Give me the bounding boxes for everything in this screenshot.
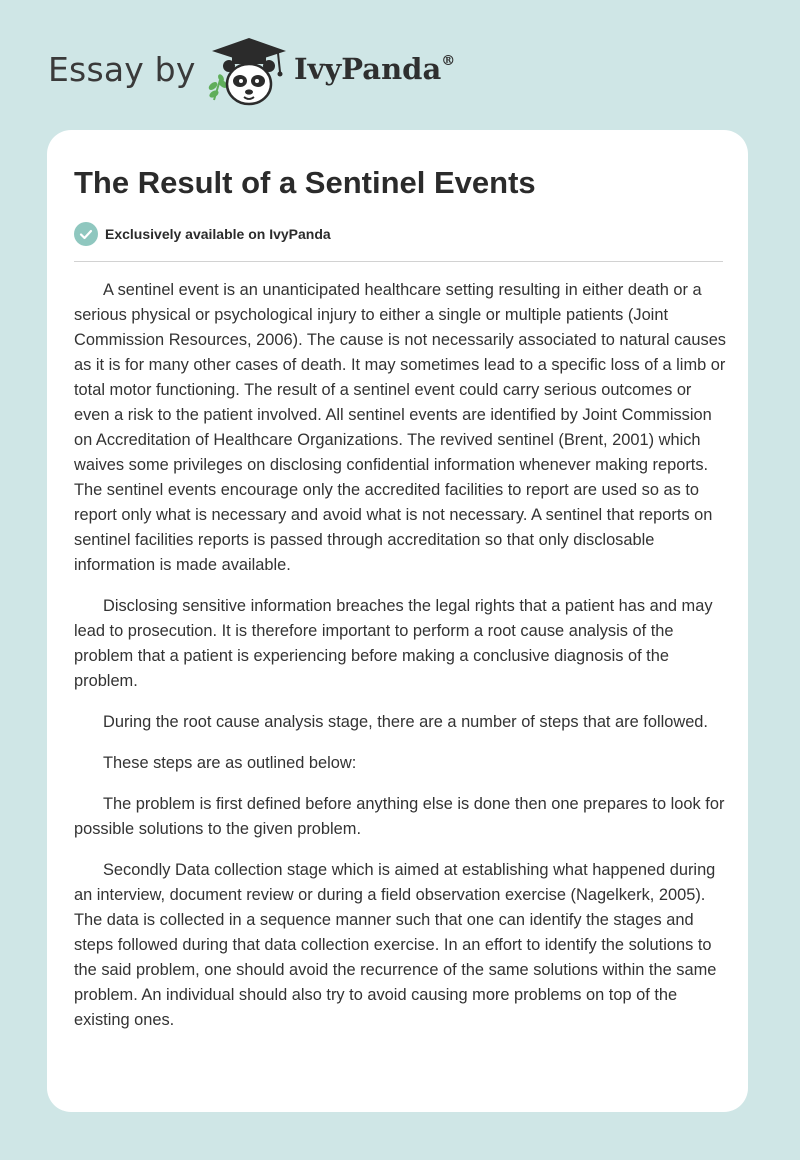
registered-mark: ®	[441, 53, 456, 69]
essay-card	[47, 130, 748, 1112]
paragraph: A sentinel event is an unanticipated healthcare setting resulting in either death or a serious physical or psychological injury to either a single or multiple patients (Joint Commission Resources, 2006). The cause is not necessarily associated to natural causes as it is for many other cases of death. It may sometimes lead to a specific loss of a limb or total motor functioning. The result of a sentinel event could carry serious outcomes or even a risk to the patient involved. All sentinel events are identified by Joint Commission on Accreditation of Healthcare Organizations. The revived sentinel (Brent, 2001) which waives some privileges on disclosing confidential information whenever making reports. The sentinel events encourage only the accredited facilities to report are used so as to report only what is necessary and avoid what is not necessary. A sentinel that reports on sentinel facilities reports is passed through accreditation so that only disclosable information is made available.	[74, 281, 726, 574]
exclusive-badge	[74, 222, 331, 246]
paragraph: These steps are as outlined below:	[103, 754, 357, 772]
essay-body	[74, 278, 728, 1049]
check-icon	[74, 222, 98, 246]
badge-label: Exclusively available on IvyPanda	[105, 226, 331, 242]
panda-head-icon	[223, 60, 275, 104]
divider	[74, 261, 723, 262]
brand-name-text: IvyPanda	[294, 52, 442, 86]
leaf-icon	[207, 73, 229, 100]
site-header	[48, 30, 748, 110]
paragraph: During the root cause analysis stage, there are a number of steps that are followed.	[103, 713, 708, 731]
paragraph: The problem is first defined before anything else is done then one prepares to look for possible solutions to the given problem.	[74, 795, 725, 838]
essay-title: The Result of a Sentinel Events	[74, 165, 536, 200]
paragraph: Disclosing sensitive information breaches the legal rights that a patient has and may lead to prosecution. It is therefore important to perform a root cause analysis of the problem that a patient is experiencing before making a conclusive diagnosis of the problem.	[74, 597, 713, 690]
paragraph: Secondly Data collection stage which is aimed at establishing what happened during an interview, document review or during a field observation exercise (Nagelkerk, 2005). The data is collected in a sequence manner such that one can identify the stages and steps followed during that data collection exercise. In an effort to identify the solutions to the said problem, one should avoid the recurrence of the same solutions within the same problem. An individual should also try to avoid causing more problems on top of the existing ones.	[74, 861, 717, 1029]
brand-name[interactable]	[294, 52, 455, 86]
panda-graduate-logo-icon[interactable]	[204, 34, 294, 110]
brand-prefix: Essay by	[48, 50, 196, 89]
